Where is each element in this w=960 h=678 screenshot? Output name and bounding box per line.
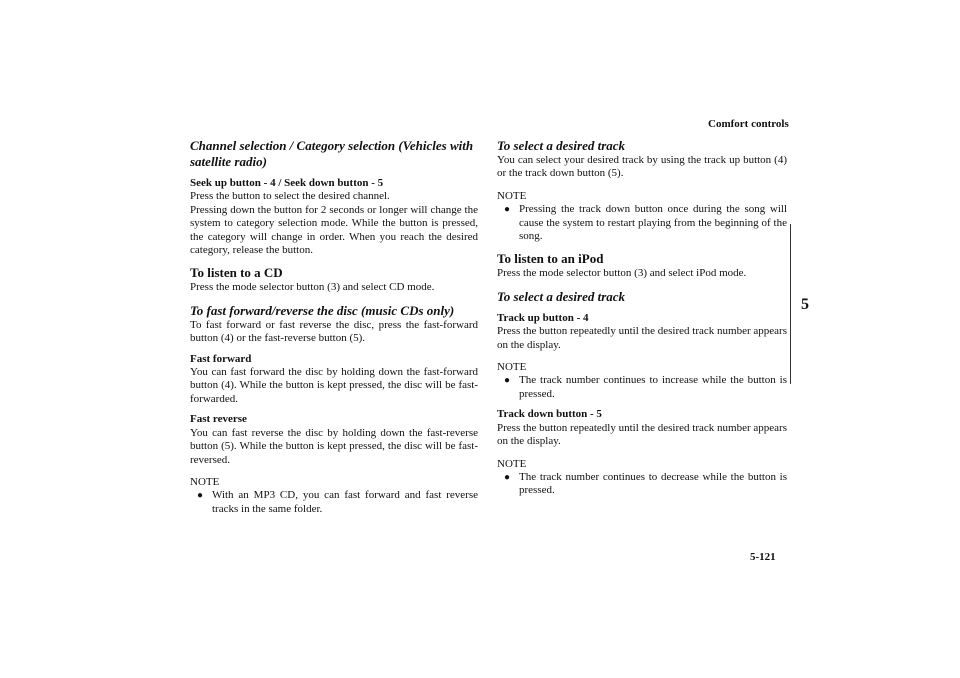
track-up-body: Press the button repeatedly until the desired track number appears on the display.: [497, 325, 787, 351]
bullet-icon: ●: [504, 375, 511, 387]
track-down-body: Press the button repeatedly until the desired track number appears on the display.: [497, 421, 787, 448]
note-text: Pressing the track down button once during the song will cause the system to restart playing from the beginning of the song.: [519, 203, 787, 243]
fast-reverse-label: Fast reverse: [190, 413, 247, 426]
fast-reverse-body: You can fast reverse the disc by holding down the fast-reverse button (5). While the button is kept pressed, the disc will be fast-reversed.: [190, 426, 478, 466]
note-item: [504, 374, 787, 401]
seek-button-label: Seek up button - 4 / Seek down button - 5: [190, 177, 384, 189]
note-item: [504, 203, 787, 243]
fast-forward-reverse-body: To fast forward or fast reverse the disc, press the fast-forward button (4) or the fast-reverse button (5).: [190, 318, 478, 345]
bullet-icon: ●: [504, 204, 511, 216]
note-item: [504, 471, 787, 498]
note-label: NOTE: [497, 361, 527, 374]
seek-body-2: Pressing down the button for 2 seconds or longer will change the system to category selection mode. While the button is pressed, the category will change in order. When you reach the desired category, release the button.: [190, 203, 478, 257]
left-column: [190, 138, 478, 516]
bullet-icon: ●: [504, 471, 511, 483]
note-label: NOTE: [497, 457, 527, 470]
chapter-number: 5: [801, 296, 809, 313]
note-text: The track number continues to increase while the button is pressed.: [519, 374, 787, 400]
track-down-label: Track down button - 5: [497, 408, 602, 421]
listen-ipod-body: Press the mode selector button (3) and select iPod mode.: [497, 267, 747, 280]
fast-forward-body: You can fast forward the disc by holding down the fast-forward button (4). While the button is kept pressed, the disc will be fast-forwarded.: [190, 366, 478, 405]
listen-ipod-heading: To listen to an iPod: [497, 251, 604, 267]
select-track-heading: To select a desired track: [497, 138, 626, 153]
chapter-tab: [790, 224, 816, 384]
fast-forward-reverse-heading: To fast forward/reverse the disc (music CDs only): [190, 302, 455, 318]
track-up-label: Track up button - 4: [497, 311, 589, 324]
right-column: [497, 138, 787, 498]
running-header: Comfort controls: [708, 118, 789, 130]
select-track-heading-ipod: To select a desired track: [497, 288, 626, 304]
note-label: NOTE: [497, 189, 527, 202]
note-text: With an MP3 CD, you can fast forward and fast reverse tracks in the same folder.: [212, 489, 478, 515]
select-track-body: You can select your desired track by using the track up button (4) or the track down button (5).: [497, 154, 787, 180]
note-text: The track number continues to decrease while the button is pressed.: [519, 470, 787, 497]
listen-cd-body: Press the mode selector button (3) and select CD mode.: [190, 281, 435, 294]
seek-body-1: Press the button to select the desired channel.: [190, 190, 390, 203]
bullet-icon: ●: [197, 490, 204, 502]
fast-forward-label: Fast forward: [190, 352, 252, 365]
note-item: [197, 489, 478, 516]
channel-selection-heading: Channel selection / Category selection (Vehicles with satellite radio): [190, 138, 474, 169]
page-number: 5-121: [750, 551, 776, 563]
listen-cd-heading: To listen to a CD: [190, 265, 283, 281]
note-label: NOTE: [190, 475, 220, 488]
